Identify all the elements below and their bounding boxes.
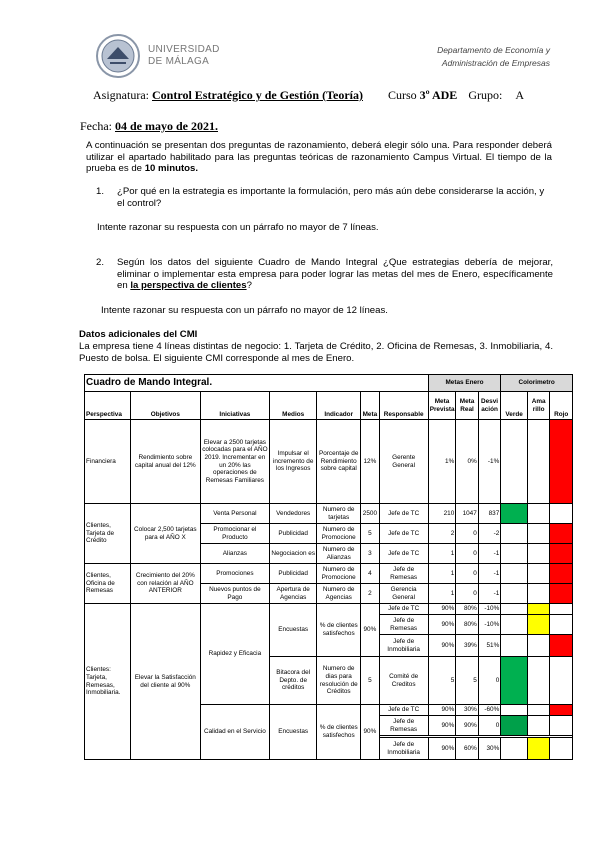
sat-b-prevista-2: 90%: [428, 738, 456, 760]
sat-b-amarillo-0: [527, 705, 550, 716]
tc-objetivo: Colocar 2,500 tarjetas para el AÑO X: [131, 504, 201, 564]
rem-desviacion-0: -1: [478, 564, 501, 584]
sat-a-verde-2: [501, 635, 528, 657]
table-row: [85, 604, 573, 615]
sat-comite-rojo: [550, 657, 573, 705]
sat-a-real-1: 80%: [456, 615, 479, 635]
fin-rojo: [550, 420, 573, 504]
rem-verde-0: [501, 564, 528, 584]
rem-amarillo-0: [527, 564, 550, 584]
sat-b-rojo-0: [550, 705, 573, 716]
question-1-text: ¿Por qué en la estrategia es importante la formulación, pero más aún debe considerarse la acción, y el control?: [117, 186, 545, 209]
sat-b-responsable-0: Jefe de TC: [379, 705, 428, 716]
sat-b-responsable-2: Jefe de Inmobiliaria: [379, 738, 428, 760]
fin-indicador: Porcentaje de Rendimiento sobre capital: [317, 420, 361, 504]
sat-a-amarillo-1: [527, 615, 550, 635]
rem-perspectiva: Clientes, Oficina de Remesas: [85, 564, 131, 604]
sat-a-responsable-0: Jefe de TC: [379, 604, 428, 615]
intro-text: A continuación se presentan dos preguntas de razonamiento, deberá elegir sólo una. Para responder deberá utilizar el apartado habilitado para las preguntas teóricas de razonamiento Campus Virtual. El tiempo de la prueba es de: [86, 140, 552, 174]
sat-medio-b: Encuestas: [270, 705, 317, 760]
sat-comite-real: 5: [456, 657, 479, 705]
tc-rojo-0: [550, 504, 573, 524]
col-verde: Verde: [501, 392, 528, 420]
fin-amarillo: [527, 420, 550, 504]
sat-a-responsable-1: Jefe de Remesas: [379, 615, 428, 635]
rem-real-1: 0: [456, 584, 479, 604]
sat-objetivo: Elevar la Satisfacción del cliente al 90%: [131, 604, 201, 760]
tc-responsable-1: Jefe de TC: [379, 524, 428, 544]
question-2-text: [117, 257, 553, 292]
rem-iniciativa-0: Promociones: [200, 564, 270, 584]
sat-a-desviacion-1: -10%: [478, 615, 501, 635]
tc-meta-0: 2500: [361, 504, 379, 524]
subject-label: Asignatura:: [93, 88, 149, 102]
col-perspectiva: Perspectiva: [85, 392, 131, 420]
cmi-title: Cuadro de Mando Integral.: [85, 375, 380, 392]
fecha-label: Fecha:: [80, 119, 112, 133]
grupo-label: Grupo:: [468, 88, 503, 102]
rem-prevista-1: 1: [428, 584, 456, 604]
rem-prevista-0: 1: [428, 564, 456, 584]
course-line: [93, 88, 363, 103]
col-meta-prevista: [428, 392, 456, 420]
rem-indicador-1: Numero de Agencias: [317, 584, 361, 604]
fin-verde: [501, 420, 528, 504]
rem-responsable-0: Jefe de Remesas: [379, 564, 428, 584]
university-logo: [95, 33, 141, 79]
tc-responsable-2: Jefe de TC: [379, 544, 428, 564]
col-desviacion-l2: ación: [481, 405, 498, 413]
cmi-title-row: [85, 375, 573, 392]
rem-desviacion-1: -1: [478, 584, 501, 604]
tc-prevista-2: 1: [428, 544, 456, 564]
department-line1: Departamento de Economía y: [437, 45, 550, 55]
tc-indicador-2: Numero de Alianzas: [317, 544, 361, 564]
metas-group-header: Metas Enero: [428, 375, 501, 392]
sat-b-rojo-1: [550, 716, 573, 736]
col-meta-real-l1: Meta: [459, 397, 475, 405]
col-responsable: Responsable: [379, 392, 428, 420]
sat-b-prevista-1: 90%: [428, 716, 456, 736]
sat-a-responsable-2: Jefe de Inmobiliaria: [379, 635, 428, 657]
rem-iniciativa-1: Nuevos puntos de Pago: [200, 584, 270, 604]
sat-b-rojo-2: [550, 738, 573, 760]
sat-responsable-comite: Comité de Creditos: [379, 657, 428, 705]
intro-time: 10 minutos.: [144, 163, 198, 174]
tc-iniciativa-2: Alianzas: [200, 544, 270, 564]
university-seal-icon: [95, 33, 141, 79]
extra-title: Datos adicionales del CMI: [79, 329, 198, 340]
sat-a-real-2: 39%: [456, 635, 479, 657]
department-name: [437, 44, 550, 70]
fin-iniciativa: Elevar a 2500 tarjetas colocadas para el AÑO 2019. Incrementar en un 20% las operaciones de Remesas Familiares: [200, 420, 270, 504]
col-meta: Meta: [361, 392, 379, 420]
col-meta-prevista-l2: Prevista: [429, 405, 455, 413]
sat-iniciativa-a: Rapidez y Eficacia: [200, 604, 270, 705]
col-desviacion-l1: Desvi: [481, 397, 499, 405]
rem-meta-0: 4: [361, 564, 379, 584]
sat-a-verde-1: [501, 615, 528, 635]
sat-a-amarillo-0: [527, 604, 550, 615]
rem-medio-1: Apertura de Agencias: [270, 584, 317, 604]
col-indicador: Indicador: [317, 392, 361, 420]
table-row: [85, 504, 573, 524]
col-amarillo-l2: rillo: [532, 405, 545, 413]
tc-verde-2: [501, 544, 528, 564]
tc-desviacion-1: -2: [478, 524, 501, 544]
rem-rojo-0: [550, 564, 573, 584]
cmi-header-row: [85, 392, 573, 420]
tc-amarillo-0: [527, 504, 550, 524]
col-amarillo-l1: Ama: [531, 397, 546, 405]
fin-prevista: 1%: [428, 420, 456, 504]
sat-perspectiva: Clientes: Tarjeta, Remesas, Inmobiliaria.: [85, 604, 131, 760]
col-medios: Medios: [270, 392, 317, 420]
tc-medio-2: Negociacion es: [270, 544, 317, 564]
tc-rojo-2: [550, 544, 573, 564]
tc-amarillo-2: [527, 544, 550, 564]
sat-a-verde-0: [501, 604, 528, 615]
tc-real-1: 0: [456, 524, 479, 544]
sat-a-rojo-2: [550, 635, 573, 657]
question-2-body: Según los datos del siguiente Cuadro de Mando Integral ¿Que estrategias debería de mejorar, eliminar o implementar esta empresa para poder lograr las metas del mes de Enero, específicamente en: [117, 257, 553, 291]
rem-verde-1: [501, 584, 528, 604]
sat-indicador-dias: Numero de dias para resolución de Créditos: [317, 657, 361, 705]
curso-group: [388, 88, 524, 103]
sat-b-desviacion-2: 30%: [478, 738, 501, 760]
sat-b-desviacion-1: 0: [478, 716, 501, 736]
tc-desviacion-2: -1: [478, 544, 501, 564]
curso-value: 3º ADE: [419, 88, 458, 102]
sat-indicador-b: % de clientes satisfechos: [317, 705, 361, 760]
sat-b-desviacion-0: -60%: [478, 705, 501, 716]
rem-indicador-0: Numero de Promocione: [317, 564, 361, 584]
sat-indicador-a: % de clientes satisfechos: [317, 604, 361, 657]
curso-label: Curso: [388, 88, 417, 102]
sat-meta-a: 90%: [361, 604, 379, 657]
tc-verde-1: [501, 524, 528, 544]
sat-b-real-0: 30%: [456, 705, 479, 716]
rem-objetivo: Crecimiento del 20% con relación al AÑO ANTERIOR: [131, 564, 201, 604]
tc-meta-2: 3: [361, 544, 379, 564]
university-line2: DE MÁLAGA: [148, 56, 210, 67]
sat-a-rojo-0: [550, 604, 573, 615]
table-row: [85, 420, 573, 504]
sat-iniciativa-b: Calidad en el Servicio: [200, 705, 270, 760]
fecha-value: 04 de mayo de 2021.: [115, 119, 218, 133]
rem-meta-1: 2: [361, 584, 379, 604]
sat-b-amarillo-2: [527, 738, 550, 760]
sat-b-real-2: 60%: [456, 738, 479, 760]
question-2-instruction: Intente razonar su respuesta con un párrafo no mayor de 12 líneas.: [101, 305, 388, 316]
sat-a-prevista-1: 90%: [428, 615, 456, 635]
tc-responsable-0: Jefe de TC: [379, 504, 428, 524]
tc-indicador-1: Numero de Promocione: [317, 524, 361, 544]
fin-real: 0%: [456, 420, 479, 504]
question-1-number: 1.: [96, 186, 105, 197]
question-2-after: ?: [246, 280, 252, 291]
sat-comite-verde: [501, 657, 528, 705]
sat-b-verde-0: [501, 705, 528, 716]
cmi-table: [84, 374, 573, 760]
tc-rojo-1: [550, 524, 573, 544]
sat-meta-b: 90%: [361, 705, 379, 760]
sat-b-prevista-0: 90%: [428, 705, 456, 716]
tc-meta-1: 5: [361, 524, 379, 544]
tc-real-0: 1047: [456, 504, 479, 524]
sat-b-responsable-1: Jefe de Remesas: [379, 716, 428, 736]
subject-value: Control Estratégico y de Gestión (Teoría): [152, 88, 363, 102]
rem-responsable-1: Gerencia General: [379, 584, 428, 604]
tc-prevista-0: 210: [428, 504, 456, 524]
intro-paragraph: [86, 140, 552, 175]
sat-a-desviacion-0: -10%: [478, 604, 501, 615]
sat-b-real-1: 90%: [456, 716, 479, 736]
rem-amarillo-1: [527, 584, 550, 604]
tc-verde-0: [501, 504, 528, 524]
col-meta-real: [456, 392, 479, 420]
tc-amarillo-1: [527, 524, 550, 544]
table-row: [85, 564, 573, 584]
sat-medio-bitacora: Bitacora del Depto. de créditos: [270, 657, 317, 705]
university-name: [148, 44, 220, 68]
fin-objetivo: Rendimiento sobre capital anual del 12%: [131, 420, 201, 504]
grupo-value: A: [515, 88, 524, 102]
tc-iniciativa-0: Venta Personal: [200, 504, 270, 524]
tc-indicador-0: Numero de tarjetas: [317, 504, 361, 524]
col-iniciativas: Iniciativas: [200, 392, 270, 420]
rem-rojo-1: [550, 584, 573, 604]
rem-medio-0: Publicidad: [270, 564, 317, 584]
sat-a-real-0: 80%: [456, 604, 479, 615]
cmi-title-spacer: [379, 375, 428, 392]
col-meta-prevista-l1: Meta: [434, 397, 450, 405]
col-rojo: Rojo: [550, 392, 573, 420]
fecha-line: [80, 119, 218, 134]
tc-medio-1: Publicidad: [270, 524, 317, 544]
question-2-number: 2.: [96, 257, 105, 268]
colorimetro-group-header: Colorimetro: [501, 375, 573, 392]
fin-meta: 12%: [361, 420, 379, 504]
tc-real-2: 0: [456, 544, 479, 564]
tc-perspectiva: Clientes, Tarjeta de Crédito: [85, 504, 131, 564]
fin-desviacion: -1%: [478, 420, 501, 504]
sat-b-amarillo-1: [527, 716, 550, 736]
department-line2: Administración de Empresas: [441, 58, 550, 68]
sat-a-prevista-2: 90%: [428, 635, 456, 657]
col-objetivos: Objetivos: [131, 392, 201, 420]
sat-a-prevista-0: 90%: [428, 604, 456, 615]
sat-comite-amarillo: [527, 657, 550, 705]
sat-medio-a: Encuestas: [270, 604, 317, 657]
university-line1: UNIVERSIDAD: [148, 44, 220, 55]
fin-perspectiva: Financiera: [85, 420, 131, 504]
fin-medio: Impulsar el incremento de los Ingresos: [270, 420, 317, 504]
sat-meta-dias: 5: [361, 657, 379, 705]
tc-medio-0: Vendedores: [270, 504, 317, 524]
col-meta-real-l2: Real: [460, 405, 474, 413]
sat-comite-prevista: 5: [428, 657, 456, 705]
extra-text: La empresa tiene 4 líneas distintas de negocio: 1. Tarjeta de Crédito, 2. Oficina de Remesas, 3. Inmobiliaria, 4. Puesto de bolsa. El siguiente CMI corresponde al mes de Enero.: [79, 341, 553, 364]
sat-a-desviacion-2: 51%: [478, 635, 501, 657]
tc-prevista-1: 2: [428, 524, 456, 544]
sat-comite-desviacion: 0: [478, 657, 501, 705]
col-desviacion: [478, 392, 501, 420]
col-amarillo: [527, 392, 550, 420]
sat-a-rojo-1: [550, 615, 573, 635]
question-1-instruction: Intente razonar su respuesta con un párrafo no mayor de 7 líneas.: [97, 222, 379, 233]
sat-a-amarillo-2: [527, 635, 550, 657]
tc-desviacion-0: 837: [478, 504, 501, 524]
sat-b-verde-2: [501, 738, 528, 760]
question-2-emphasis: la perspectiva de clientes: [130, 280, 247, 291]
sat-b-verde-1: [501, 716, 528, 736]
tc-iniciativa-1: Promocionar el Producto: [200, 524, 270, 544]
fin-responsable: Gerente General: [379, 420, 428, 504]
rem-real-0: 0: [456, 564, 479, 584]
